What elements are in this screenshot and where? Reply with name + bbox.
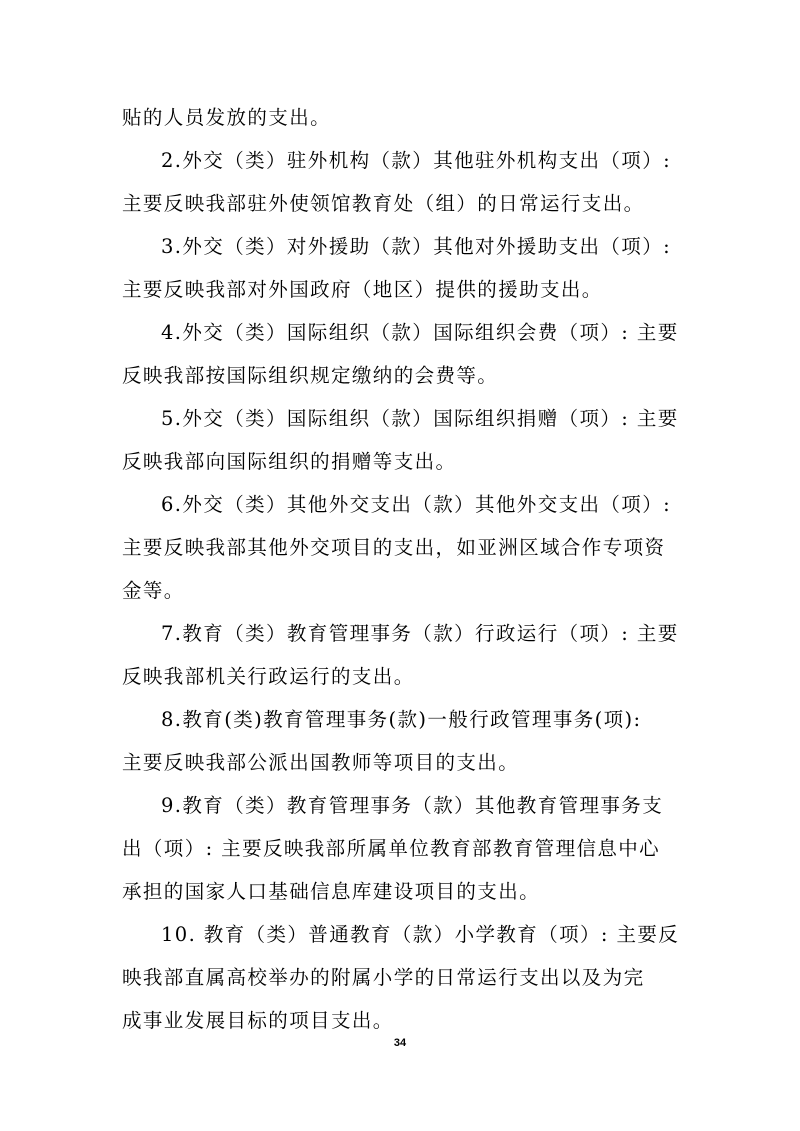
text-paragraph <box>122 612 682 698</box>
text-line: 反映我部机关行政运行的支出。 <box>122 665 415 688</box>
text-line: 主要反映我部对外国政府（地区）提供的援助支出。 <box>122 278 603 301</box>
text-line: 3.外交（类）对外援助（款）其他对外援助支出（项）: <box>161 235 672 258</box>
text-line: 主要反映我部公派出国教师等项目的支出。 <box>122 751 520 774</box>
text-line: 主要反映我部其他外交项目的支出，如亚洲区域合作专项资 <box>122 536 666 559</box>
text-line: 2.外交（类）驻外机构（款）其他驻外机构支出（项）: <box>161 149 672 172</box>
text-line: 7.教育（类）教育管理事务（款）行政运行（项）: 主要 <box>161 622 679 645</box>
text-line: 映我部直属高校举办的附属小学的日常运行支出以及为完 <box>122 966 645 989</box>
text-line: 成事业发展目标的项目支出。 <box>122 1009 394 1032</box>
text-line: 出（项）: 主要反映我部所属单位教育部教育管理信息中心 <box>122 837 661 860</box>
text-line: 8.教育(类)教育管理事务(款)一般行政管理事务(项): <box>161 708 642 731</box>
text-paragraph <box>122 913 682 1042</box>
text-paragraph <box>122 96 682 139</box>
text-line: 10. 教育（类）普通教育（款）小学教育（项）: 主要反 <box>161 923 680 946</box>
text-line: 9.教育（类）教育管理事务（款）其他教育管理事务支 <box>161 794 664 817</box>
text-line: 金等。 <box>122 579 185 602</box>
text-paragraph <box>122 225 682 311</box>
body-text <box>122 96 682 1042</box>
text-paragraph <box>122 483 682 612</box>
text-paragraph <box>122 784 682 913</box>
text-line: 4.外交（类）国际组织（款）国际组织会费（项）: 主要 <box>161 321 679 344</box>
text-line: 6.外交（类）其他外交支出（款）其他外交支出（项）: <box>161 493 672 516</box>
page-number: 34 <box>393 1037 407 1049</box>
text-line: 反映我部向国际组织的捐赠等支出。 <box>122 450 457 473</box>
text-paragraph <box>122 311 682 397</box>
text-line: 反映我部按国际组织规定缴纳的会费等。 <box>122 364 499 387</box>
text-line: 承担的国家人口基础信息库建设项目的支出。 <box>122 880 541 903</box>
text-paragraph <box>122 139 682 225</box>
text-line: 主要反映我部驻外使领馆教育处（组）的日常运行支出。 <box>122 192 645 215</box>
text-paragraph <box>122 397 682 483</box>
text-line: 5.外交（类）国际组织（款）国际组织捐赠（项）: 主要 <box>161 407 679 430</box>
text-paragraph <box>122 698 682 784</box>
text-line: 贴的人员发放的支出。 <box>122 106 332 129</box>
